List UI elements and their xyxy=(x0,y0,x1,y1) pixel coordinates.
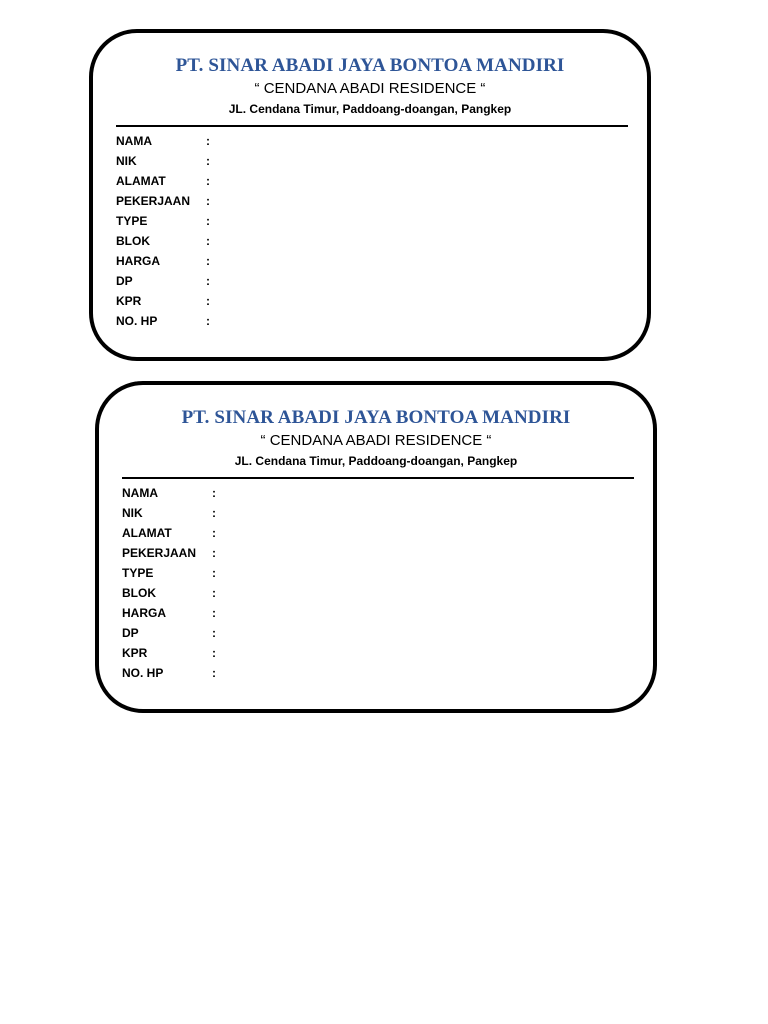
field-label: ALAMAT xyxy=(122,526,172,540)
field-colon: : xyxy=(212,626,216,640)
header-divider xyxy=(116,125,628,127)
field-colon: : xyxy=(212,566,216,580)
field-label: PEKERJAAN xyxy=(122,546,197,560)
field-colon: : xyxy=(206,314,210,328)
project-name: “ CENDANA ABADI RESIDENCE “ xyxy=(260,432,492,449)
field-label: DP xyxy=(122,626,139,640)
field-label: NAMA xyxy=(122,486,158,500)
field-label: KPR xyxy=(122,646,148,660)
field-colon: : xyxy=(206,254,210,268)
project-name: “ CENDANA ABADI RESIDENCE “ xyxy=(254,80,486,97)
field-row-pekerjaan xyxy=(116,191,210,211)
field-row-blok xyxy=(116,231,210,251)
field-list xyxy=(116,131,210,331)
field-colon: : xyxy=(206,234,210,248)
field-label: NIK xyxy=(116,154,137,168)
field-row-type xyxy=(122,563,216,583)
field-row-pekerjaan xyxy=(122,543,216,563)
field-row-nama xyxy=(116,131,210,151)
company-address: JL. Cendana Timur, Paddoang-doangan, Pangkep xyxy=(228,102,512,116)
registration-card-2 xyxy=(95,381,657,713)
company-name: PT. SINAR ABADI JAYA BONTOA MANDIRI xyxy=(181,407,571,428)
field-row-harga xyxy=(116,251,210,271)
field-colon: : xyxy=(206,214,210,228)
field-list xyxy=(122,483,216,683)
field-label: TYPE xyxy=(122,566,154,580)
field-label: DP xyxy=(116,274,133,288)
field-row-dp xyxy=(122,623,216,643)
field-colon: : xyxy=(206,174,210,188)
field-colon: : xyxy=(212,586,216,600)
field-label: NO. HP xyxy=(122,666,164,680)
registration-card-1 xyxy=(89,29,651,361)
field-label: NO. HP xyxy=(116,314,158,328)
field-label: TYPE xyxy=(116,214,148,228)
field-row-no-hp xyxy=(116,311,210,331)
field-row-nik xyxy=(122,503,216,523)
company-address: JL. Cendana Timur, Paddoang-doangan, Pangkep xyxy=(234,454,518,468)
field-colon: : xyxy=(206,274,210,288)
field-row-harga xyxy=(122,603,216,623)
company-name: PT. SINAR ABADI JAYA BONTOA MANDIRI xyxy=(175,55,565,76)
field-row-dp xyxy=(116,271,210,291)
field-colon: : xyxy=(212,526,216,540)
field-label: BLOK xyxy=(116,234,150,248)
field-label: NIK xyxy=(122,506,143,520)
field-label: BLOK xyxy=(122,586,156,600)
field-row-nama xyxy=(122,483,216,503)
field-colon: : xyxy=(212,486,216,500)
header-divider xyxy=(122,477,634,479)
field-row-alamat xyxy=(122,523,216,543)
field-row-kpr xyxy=(122,643,216,663)
field-colon: : xyxy=(212,546,216,560)
field-label: HARGA xyxy=(122,606,166,620)
field-colon: : xyxy=(212,666,216,680)
field-colon: : xyxy=(206,294,210,308)
field-colon: : xyxy=(206,154,210,168)
field-colon: : xyxy=(212,606,216,620)
field-row-nik xyxy=(116,151,210,171)
field-label: PEKERJAAN xyxy=(116,194,191,208)
field-label: ALAMAT xyxy=(116,174,166,188)
field-colon: : xyxy=(212,646,216,660)
field-row-kpr xyxy=(116,291,210,311)
field-row-alamat xyxy=(116,171,210,191)
field-row-no-hp xyxy=(122,663,216,683)
field-label: HARGA xyxy=(116,254,160,268)
field-colon: : xyxy=(212,506,216,520)
field-label: KPR xyxy=(116,294,142,308)
field-label: NAMA xyxy=(116,134,152,148)
field-row-type xyxy=(116,211,210,231)
field-row-blok xyxy=(122,583,216,603)
field-colon: : xyxy=(206,194,210,208)
field-colon: : xyxy=(206,134,210,148)
